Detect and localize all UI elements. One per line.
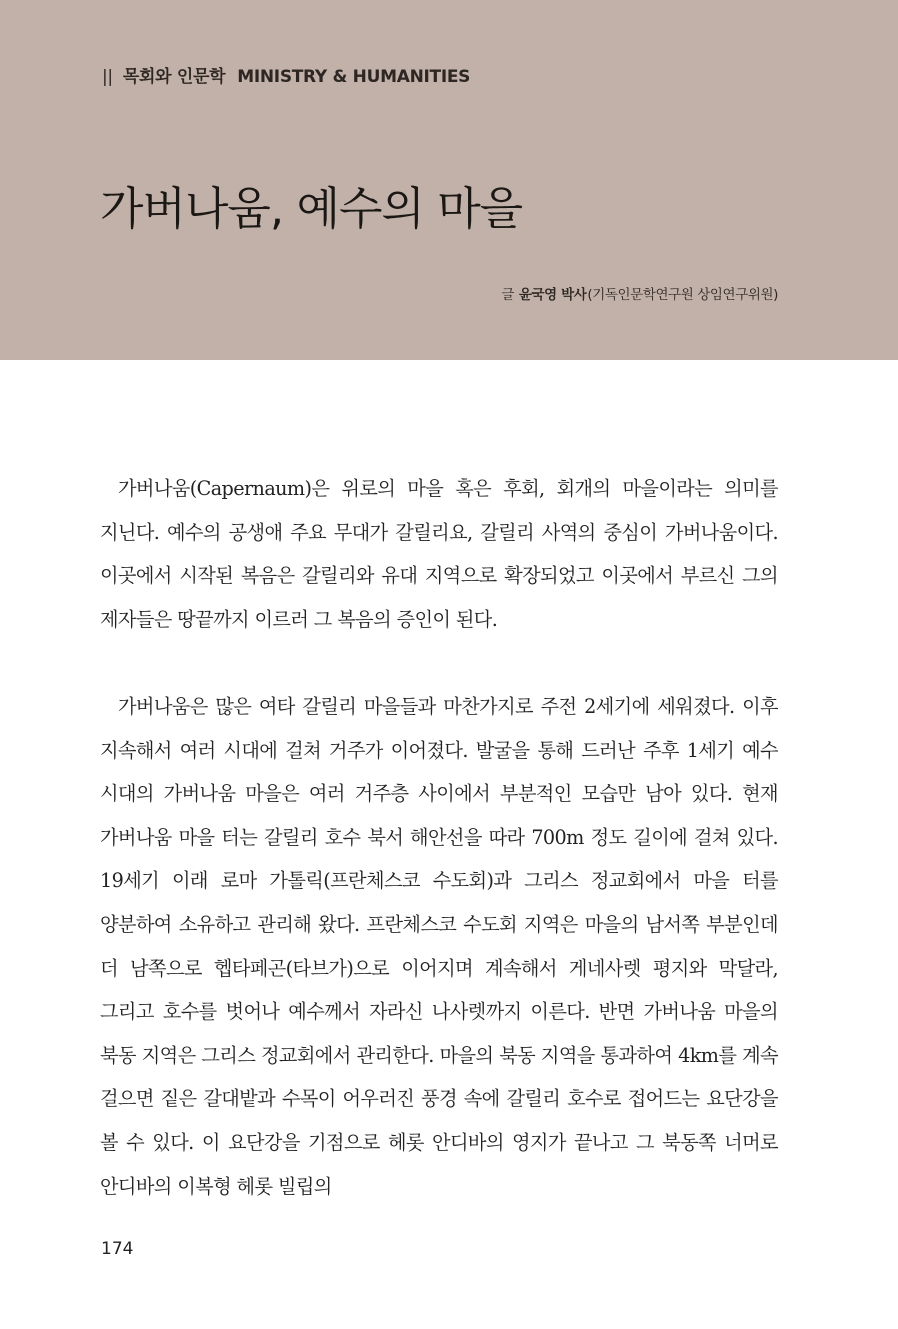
section-name-english: MINISTRY & HUMANITIES <box>237 67 471 87</box>
author-affiliation: (기독인문학연구원 상임연구위원) <box>587 287 778 303</box>
article-title: 가버나움, 예수의 마을 <box>100 182 523 235</box>
byline <box>501 283 778 303</box>
section-name-korean: 목회와 인문학 <box>122 67 226 87</box>
paragraph-1: 가버나움(Capernaum)은 위로의 마을 혹은 후회, 회개의 마을이라는 의미를 지닌다. 예수의 공생애 주요 무대가 갈릴리요, 갈릴리 사역의 중심이 가버나움이다. 이곳에서 시작된 복음은 갈릴리와 유대 지역으로 확장되었고 이곳에서 부르신 그의 제자들은 땅끝까지 이르러 그 복음의 증인이 된다. <box>100 477 778 631</box>
author-name: 윤국영 박사 <box>518 287 587 303</box>
byline-prefix: 글 <box>501 287 514 303</box>
page-number: 174 <box>101 1239 134 1259</box>
section-divider-bars: || <box>102 67 113 87</box>
article-body <box>100 467 778 1208</box>
section-label <box>102 62 470 87</box>
paragraph-2: 가버나움은 많은 여타 갈릴리 마을들과 마찬가지로 주전 2세기에 세워졌다. 이후 지속해서 여러 시대에 걸쳐 거주가 이어졌다. 발굴을 통해 드러난 주후 1세기 예수 시대의 가버나움 마을은 여러 거주층 사이에서 부분적인 모습만 남아 있다. 현재 가버나움 마을 터는 갈릴리 호수 북서 해안선을 따라 700m 정도 길이에 걸쳐 있다. 19세기 이래 로마 가톨릭(프란체스코 수도회)과 그리스 정교회에서 마을 터를 양분하여 소유하고 관리해 왔다. 프란체스코 수도회 지역은 마을의 남서쪽 부분인데 더 남쪽으로 헵타페곤(타브가)으로 이어지며 계속해서 게네사렛 평지와 막달라, 그리고 호수를 벗어나 예수께서 자라신 나사렛까지 이른다. 반면 가버나움 마을의 북동 지역은 그리스 정교회에서 관리한다. 마을의 북동 지역을 통과하여 4km를 계속 걸으면 짙은 갈대밭과 수목이 어우러진 풍경 속에 갈릴리 호수로 접어드는 요단강을 볼 수 있다. 이 요단강을 기점으로 헤롯 안디바의 영지가 끝나고 그 북동쪽 너머로 안디바의 이복형 헤롯 빌립의 <box>100 694 778 1198</box>
header-banner <box>0 0 898 360</box>
